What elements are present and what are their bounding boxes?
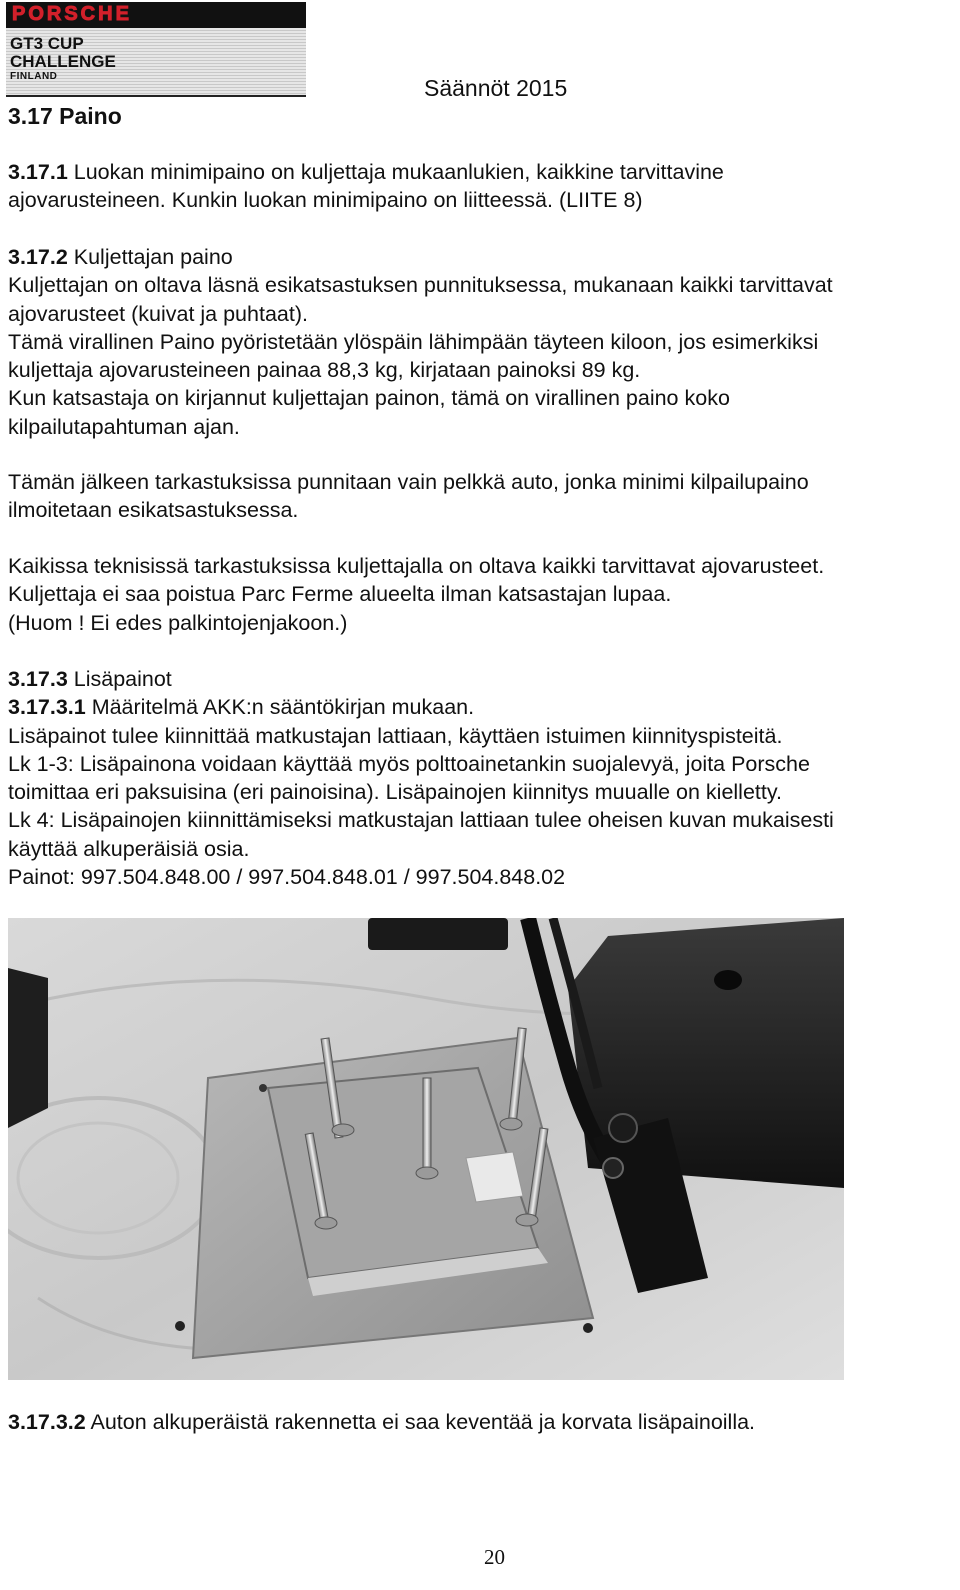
text-line: Kaikissa teknisissä tarkastuksissa kuljettajalla on oltava kaikki tarvittavat ajovarusteet. (8, 554, 825, 578)
text-line: Lk 1-3: Lisäpainona voidaan käyttää myös polttoainetankin suojalevyä, joita Porsche (8, 751, 810, 776)
paragraph-3-17-2 (8, 243, 833, 441)
clause-title: Määritelmä AKK:n sääntökirjan mukaan. (85, 695, 475, 720)
text-line: Tämä virallinen Paino pyöristetään ylöspäin lähimpään täyteen kiloon, jos esimerkiksi (8, 329, 819, 354)
logo-line-3: FINLAND (10, 71, 58, 82)
logo-line-2: CHALLENGE (10, 52, 116, 71)
logo-brand-text: PORSCHE (12, 3, 132, 25)
text-line: Kun katsastaja on kirjannut kuljettajan painon, tämä on virallinen paino koko (8, 386, 730, 411)
text-line: ajovarusteet (kuivat ja puhtaat). (8, 301, 308, 326)
text-line: Kuljettajan on oltava läsnä esikatsastuksen punnituksessa, mukanaan kaikki tarvittavat (8, 273, 833, 298)
clause-number: 3.17.2 (8, 245, 68, 269)
text-line: Kuljettaja ei saa poistua Parc Ferme alueelta ilman katsastajan lupaa. (8, 582, 672, 607)
logo-line-1: GT3 CUP (10, 34, 84, 53)
clause-number: 3.17.1 (8, 160, 68, 184)
header-rules-year: Säännöt 2015 (424, 75, 568, 101)
text-line: kilpailutapahtuman ajan. (8, 414, 240, 439)
text-line: toimittaa eri paksuisina (eri painoisina). Lisäpainojen kiinnitys muualle on kielletty. (8, 780, 782, 805)
section-heading: 3.17 Paino (8, 103, 122, 129)
text-line: (Huom ! Ei edes palkintojenjakoon.) (8, 610, 348, 635)
clause-number: 3.17.3 (8, 667, 68, 691)
paragraph-driver-equipment (8, 552, 824, 637)
text-line: Lisäpainot tulee kiinnittää matkustajan lattiaan, käyttäen istuimen kiinnityspisteitä. (8, 723, 783, 748)
clause-title: Lisäpainot (67, 667, 172, 691)
clause-number: 3.17.3.1 (8, 695, 86, 720)
text-line: Lk 4: Lisäpainojen kiinnittämiseksi matkustajan lattiaan tulee oheisen kuvan mukaisesti (8, 808, 834, 833)
series-logo (6, 2, 306, 98)
text-line: kuljettaja ajovarusteineen painaa 88,3 kg, kirjataan painoksi 89 kg. (8, 358, 641, 383)
paragraph-3-17-3 (8, 665, 834, 891)
clause-number: 3.17.3.2 (8, 1410, 86, 1434)
text-line: käyttää alkuperäisiä osia. (8, 836, 250, 861)
text-line: Tämän jälkeen tarkastuksissa punnitaan vain pelkkä auto, jonka minimi kilpailupaino (8, 470, 809, 494)
part-numbers: Painot: 997.504.848.00 / 997.504.848.01 / 997.504.848.02 (8, 865, 566, 890)
text-line: Auton alkuperäistä rakennetta ei saa keventää ja korvata lisäpainoilla. (85, 1410, 756, 1434)
clause-title: Kuljettajan paino (67, 245, 233, 269)
logo-bottom-rule (6, 95, 306, 97)
text-line: Luokan minimipaino on kuljettaja mukaanlukien, kaikkine tarvittavine (67, 160, 724, 184)
ballast-mounting-photo (8, 918, 844, 1380)
text-line: ajovarusteineen. Kunkin luokan minimipaino on liitteessä. (LIITE 8) (8, 188, 643, 213)
paragraph-car-weighing (8, 468, 809, 525)
paragraph-3-17-3-2 (8, 1408, 755, 1436)
text-line: ilmoitetaan esikatsastuksessa. (8, 498, 299, 523)
page-number: 20 (484, 1545, 505, 1569)
paragraph-3-17-1 (8, 158, 724, 215)
